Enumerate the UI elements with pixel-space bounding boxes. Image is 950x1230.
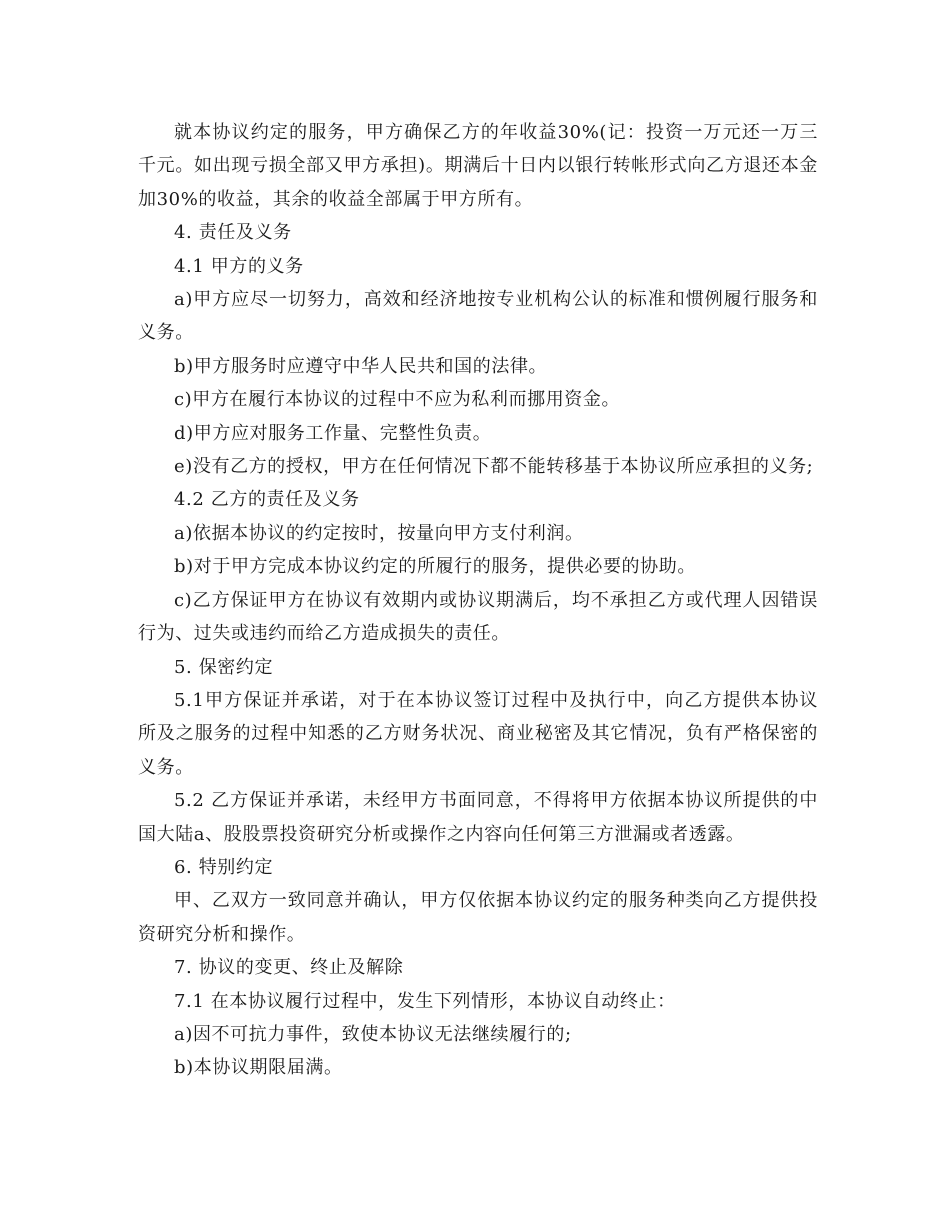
- section-heading-7: 7. 协议的变更、终止及解除: [174, 957, 404, 979]
- clause-4-1-c: c)甲方在履行本协议的过程中不应为私利而挪用资金。: [174, 389, 621, 411]
- clause-6: 甲、乙双方一致同意并确认，甲方仅依据本协议约定的服务种类向乙方提供投资研究分析和操作。: [138, 890, 818, 945]
- clause-5-1: 5.1甲方保证并承诺，对于在本协议签订过程中及执行中，向乙方提供本协议所及之服务的过程中知悉的乙方财务状况、商业秘密及其它情况，负有严格保密的义务。: [138, 689, 818, 778]
- clause-4-2-b: b)对于甲方完成本协议约定的所履行的服务，提供必要的协助。: [174, 556, 696, 578]
- clause-7-1-a: a)因不可抗力事件，致使本协议无法继续履行的;: [174, 1023, 572, 1045]
- clause-7-1: 7.1 在本协议履行过程中，发生下列情形，本协议自动终止：: [174, 990, 676, 1012]
- clause-5-2: 5.2 乙方保证并承诺，未经甲方书面同意，不得将甲方依据本协议所提供的中国大陆a、股股票投资研究分析或操作之内容向任何第三方泄漏或者透露。: [138, 790, 818, 845]
- clause-4-1-b: b)甲方服务时应遵守中华人民共和国的法律。: [174, 355, 548, 377]
- section-heading-6: 6. 特别约定: [174, 856, 274, 878]
- section-heading-5: 5. 保密约定: [174, 656, 274, 678]
- subsection-heading-4-2: 4.2 乙方的责任及义务: [174, 489, 360, 511]
- clause-4-2-c: c)乙方保证甲方在协议有效期内或协议期满后，均不承担乙方或代理人因错误行为、过失或违约而给乙方造成损失的责任。: [138, 589, 818, 645]
- clause-4-1-d: d)甲方应对服务工作量、完整性负责。: [174, 422, 492, 444]
- paragraph-return-terms: 就本协议约定的服务，甲方确保乙方的年收益30%(记：投资一万元还一万三千元。如出现亏损全部又甲方承担)。期满后十日内以银行转帐形式向乙方退还本金加30%的收益，其余的收益全部属于甲方所有。: [138, 122, 818, 210]
- clause-4-1-a: a)甲方应尽一切努力，高效和经济地按专业机构公认的标准和惯例履行服务和义务。: [138, 289, 818, 344]
- subsection-heading-4-1: 4.1 甲方的义务: [174, 255, 304, 277]
- document-body: [138, 116, 818, 1085]
- clause-4-1-e: e)没有乙方的授权，甲方在任何情况下都不能转移基于本协议所应承担的义务;: [174, 456, 814, 478]
- clause-4-2-a: a)依据本协议的约定按时，按量向甲方支付利润。: [174, 522, 584, 544]
- clause-7-1-b: b)本协议期限届满。: [174, 1057, 343, 1079]
- section-heading-4: 4. 责任及义务: [174, 222, 292, 244]
